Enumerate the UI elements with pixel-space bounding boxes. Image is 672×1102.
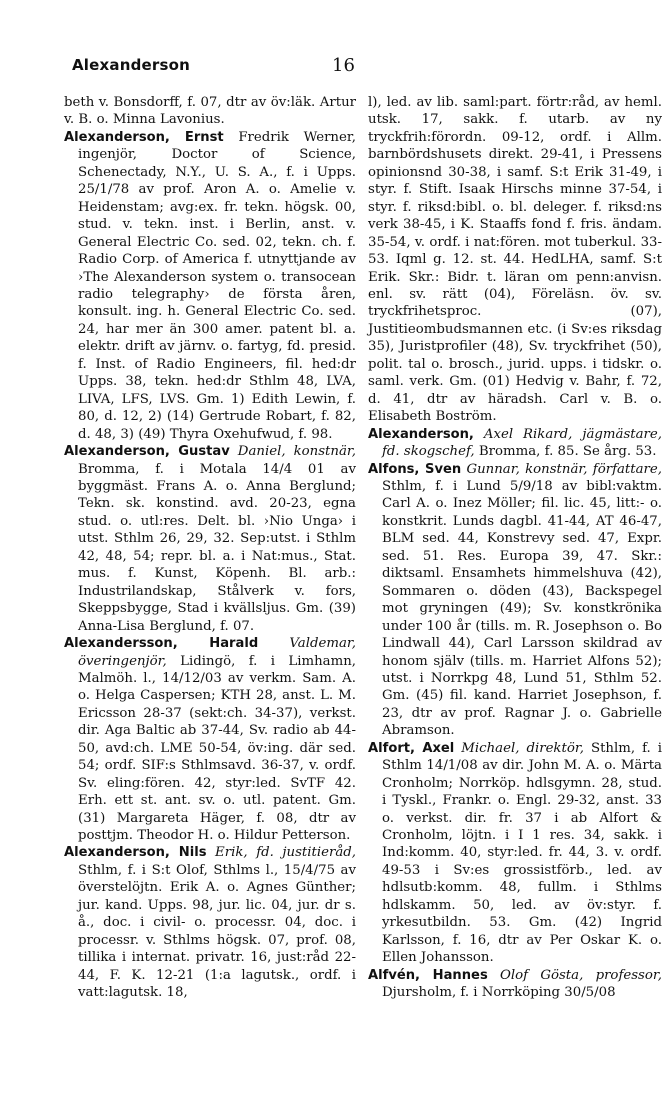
entry [64,635,356,844]
entry [368,967,662,1002]
entry-name: Alexanderson, [368,426,474,442]
entry-text: Bromma, f. i Motala 14/4 01 av byggmäst. Frans A. o. Anna Berglund; Tekn. sk. konstind. avd. 20-23, egna stud. o. utl:res. Delt. bl. ›Nio Unga› i utst. Sthlm 26, 29, 32. Sep:utst. i Sthlm 42, 48, 54; repr. bl. a. i Nat:mus., Stat. mus. f. Kunst, Köpenh. Bl. arb.: Industrilandskap, Stålverk v. fors, Skeppsbygge, Stad i kvällsljus. Gm. (39) Anna-Lisa Berglund, f. 07. [78,461,356,634]
entry-title: Gunnar, konstnär, författare, [461,461,662,477]
entry-text: Sthlm, f. i Lund 5/9/18 av bibl:vaktm. Carl A. o. Inez Möller; fil. lic. 45, litt:- o. konstkrit. Lunds dagbl. 41-44, AT 46-47, BLM sed. 44, Konstrevy sed. 47, Expr. sed. 51. Res. Europa 39, 47. Skr.: diktsaml. Ensamhets himmelshuva (42), Sommaren o. döden (43), Backspegel mot gryningen (49); Sv. konstkrönika under 100 år (tills. m. R. Josephson o. Bo Lindwall 44), Carl Larsson skildrad av honom själv (tills. m. Harriet Alfons 52); utst. i Norrkpg 48, Lund 51, Sthlm 52. Gm. (45) fil. kand. Harriet Josephson, f. 23, dtr av prof. Ragnar J. o. Gabrielle Abramson. [382,478,662,739]
entry-title: Daniel, konstnär, [229,444,356,460]
entry-title: Michael, direktör, [454,740,591,756]
entry-name: Alexanderson, Ernst [64,129,224,145]
entry-text: Fredrik Werner, ingenjör, Doctor of Science, Schenectady, N.Y., U. S. A., f. i Upps. 25/1/78 av prof. Aron A. o. Amelie v. Heidenstam; avg:ex. fr. tekn. högsk. 00, stud. v. tekn. inst. i Berlin, anst. v. General Electric Co. sed. 02, tekn. ch. f. Radio Corp. of America f. utnyttjande av ›The Alexanderson system o. transocean radio telegraphy› de första åren, konsult. ing. h. General Electric Co. sed. 24, har mer än 300 amer. patent bl. a. elektr. drift av järnv. o. fartyg, fd. presid. f. Inst. of Radio Engineers, fil. hed:dr Upps. 38, tekn. hed:dr Sthlm 48, LVA, LIVA, LFS, LVS. Gm. 1) Edith Lewin, f. 80, d. 12, 2) (14) Gertrude Robart, f. 82, d. 48, 3) (49) Thyra Oxehufwud, f. 98. [78,129,356,442]
entry [368,94,662,426]
entry-text: Lidingö, f. i Limhamn, Malmöh. l., 14/12/03 av verkm. Sam. A. o. Helga Caspersen; KTH 28, anst. L. M. Ericsson 28-37 (sekt:ch. 34-37), verkst. dir. Aga Baltic ab 37-44, Sv. radio ab 44-50, avd:ch. LME 50-54, öv:ing. där sed. 54; ordf. SIF:s Sthlmsavd. 36-37, v. ordf. Sv. eling:fören. 42, styr:led. SvTF 42. Erh. ett st. ant. sv. o. utl. patent. Gm. (31) Margareta Häger, f. 08, dtr av posttjm. Theodor H. o. Hildur Petterson. [78,653,357,844]
entry-name: Alexanderson, Nils [64,845,207,861]
right-column [368,94,662,1002]
entry [64,94,356,129]
entry-text: beth v. Bonsdorff, f. 07, dtr av öv:läk. Artur v. B. o. Minna Lavonius. [64,95,356,128]
entry-title: Valdemar, överingenjör, [78,636,356,669]
entry-name: Alfort, Axel [368,740,455,756]
entry-name: Alfvén, Hannes [368,967,488,983]
entry-text: Sthlm, f. i S:t Olof, Sthlms l., 15/4/75 av överstelöjtn. Erik A. o. Agnes Günther; jur. kand. Upps. 98, jur. lic. 04, jur. dr s. å., doc. i civil- o. processr. 04, doc. i processr. v. Sthlms högsk. 07, prof. 08, tillika i internat. privatr. 16, just:råd 22-44, F. K. 12-21 (1:a lagutsk., ordf. i vatt:lagutsk. 18, [78,862,356,1001]
entry [64,129,356,443]
entry-name: Alexandersson, Harald [64,636,259,652]
entry-text: l), led. av lib. saml:part. förtr:råd, av heml. utsk. 17, sakk. f. utarb. av ny tryckfrih:förordn. 09-12, ordf. i Allm. barnbördshusets direkt. 29-41, i Pressens opinionsnd 30-38, i samf. S:t Erik 31-49, i styr. f. Stift. Isaak Hirschs minne 37-54, i styr. f. riksd:bibl. o. bl. deleger. f. riksd:ns verk 38-45, i K. Staaffs fond f. fris. ändam. 35-54, v. ordf. i nat:fören. mot tuberkul. 33-53. Iqml g. 12. st. 44. HedLHA, samf. S:t Erik. Skr.: Bidr. t. läran om penn:anvisn. enl. sv. rätt (04), Föreläsn. öv. sv. tryckfrihetsproc. (07), Justitieombudsmannen etc. (i Sv:es riksdag 35), Juristprofiler (48), Sv. tryckfrihet (50), polit. tal o. brosch., jurid. upps. i tidskr. o. saml. verk. Gm. (01) Hedvig v. Bahr, f. 72, d. 41, dtr av häradsh. Carl v. B. o. Elisabeth Boström. [368,95,662,425]
entry [368,426,662,461]
entry-title: Axel Rikard, jägmästare, fd. skogschef, [382,426,662,460]
running-head: Alexanderson [72,56,191,74]
entry-title: Olof Gösta, professor, [487,967,663,983]
page-number: 16 [332,55,355,76]
entry-title: Erik, fd. justitieråd, [206,845,356,861]
entry [368,740,662,967]
entry-name: Alexanderson, Gustav [64,444,230,460]
entry-text: Bromma, f. 85. Se årg. 53. [478,444,657,460]
entry [64,443,356,635]
entry-text: Djursholm, f. i Norrköping 30/5/08 [382,985,616,1001]
entry-text: Sthlm, f. i Sthlm 14/1/08 av dir. John M. A. o. Märta Cronholm; Norrköp. hdlsgymn. 28, stud. i Tyskl., Frankr. o. Engl. 29-32, anst. 33 o. verkst. dir. fr. 37 i ab Alfort & Cronholm, löjtn. i I 1 res. 34, sakk. i Ind:komm. 40, styr:led. fr. 44, 3. v. ordf. 49-53 i Sv:es grossistförb., led. av hdlsutb:komm. 48, fullm. i Sthlms hdlskamm. 50, led. av öv:styr. f. yrkesutbildn. 53. Gm. (42) Ingrid Karlsson, f. 16, dtr av Per Oskar K. o. Ellen Johansson. [382,740,662,966]
entry [368,461,662,740]
entry-name: Alfons, Sven [368,461,462,477]
left-column [64,94,356,1002]
entry [64,844,356,1001]
